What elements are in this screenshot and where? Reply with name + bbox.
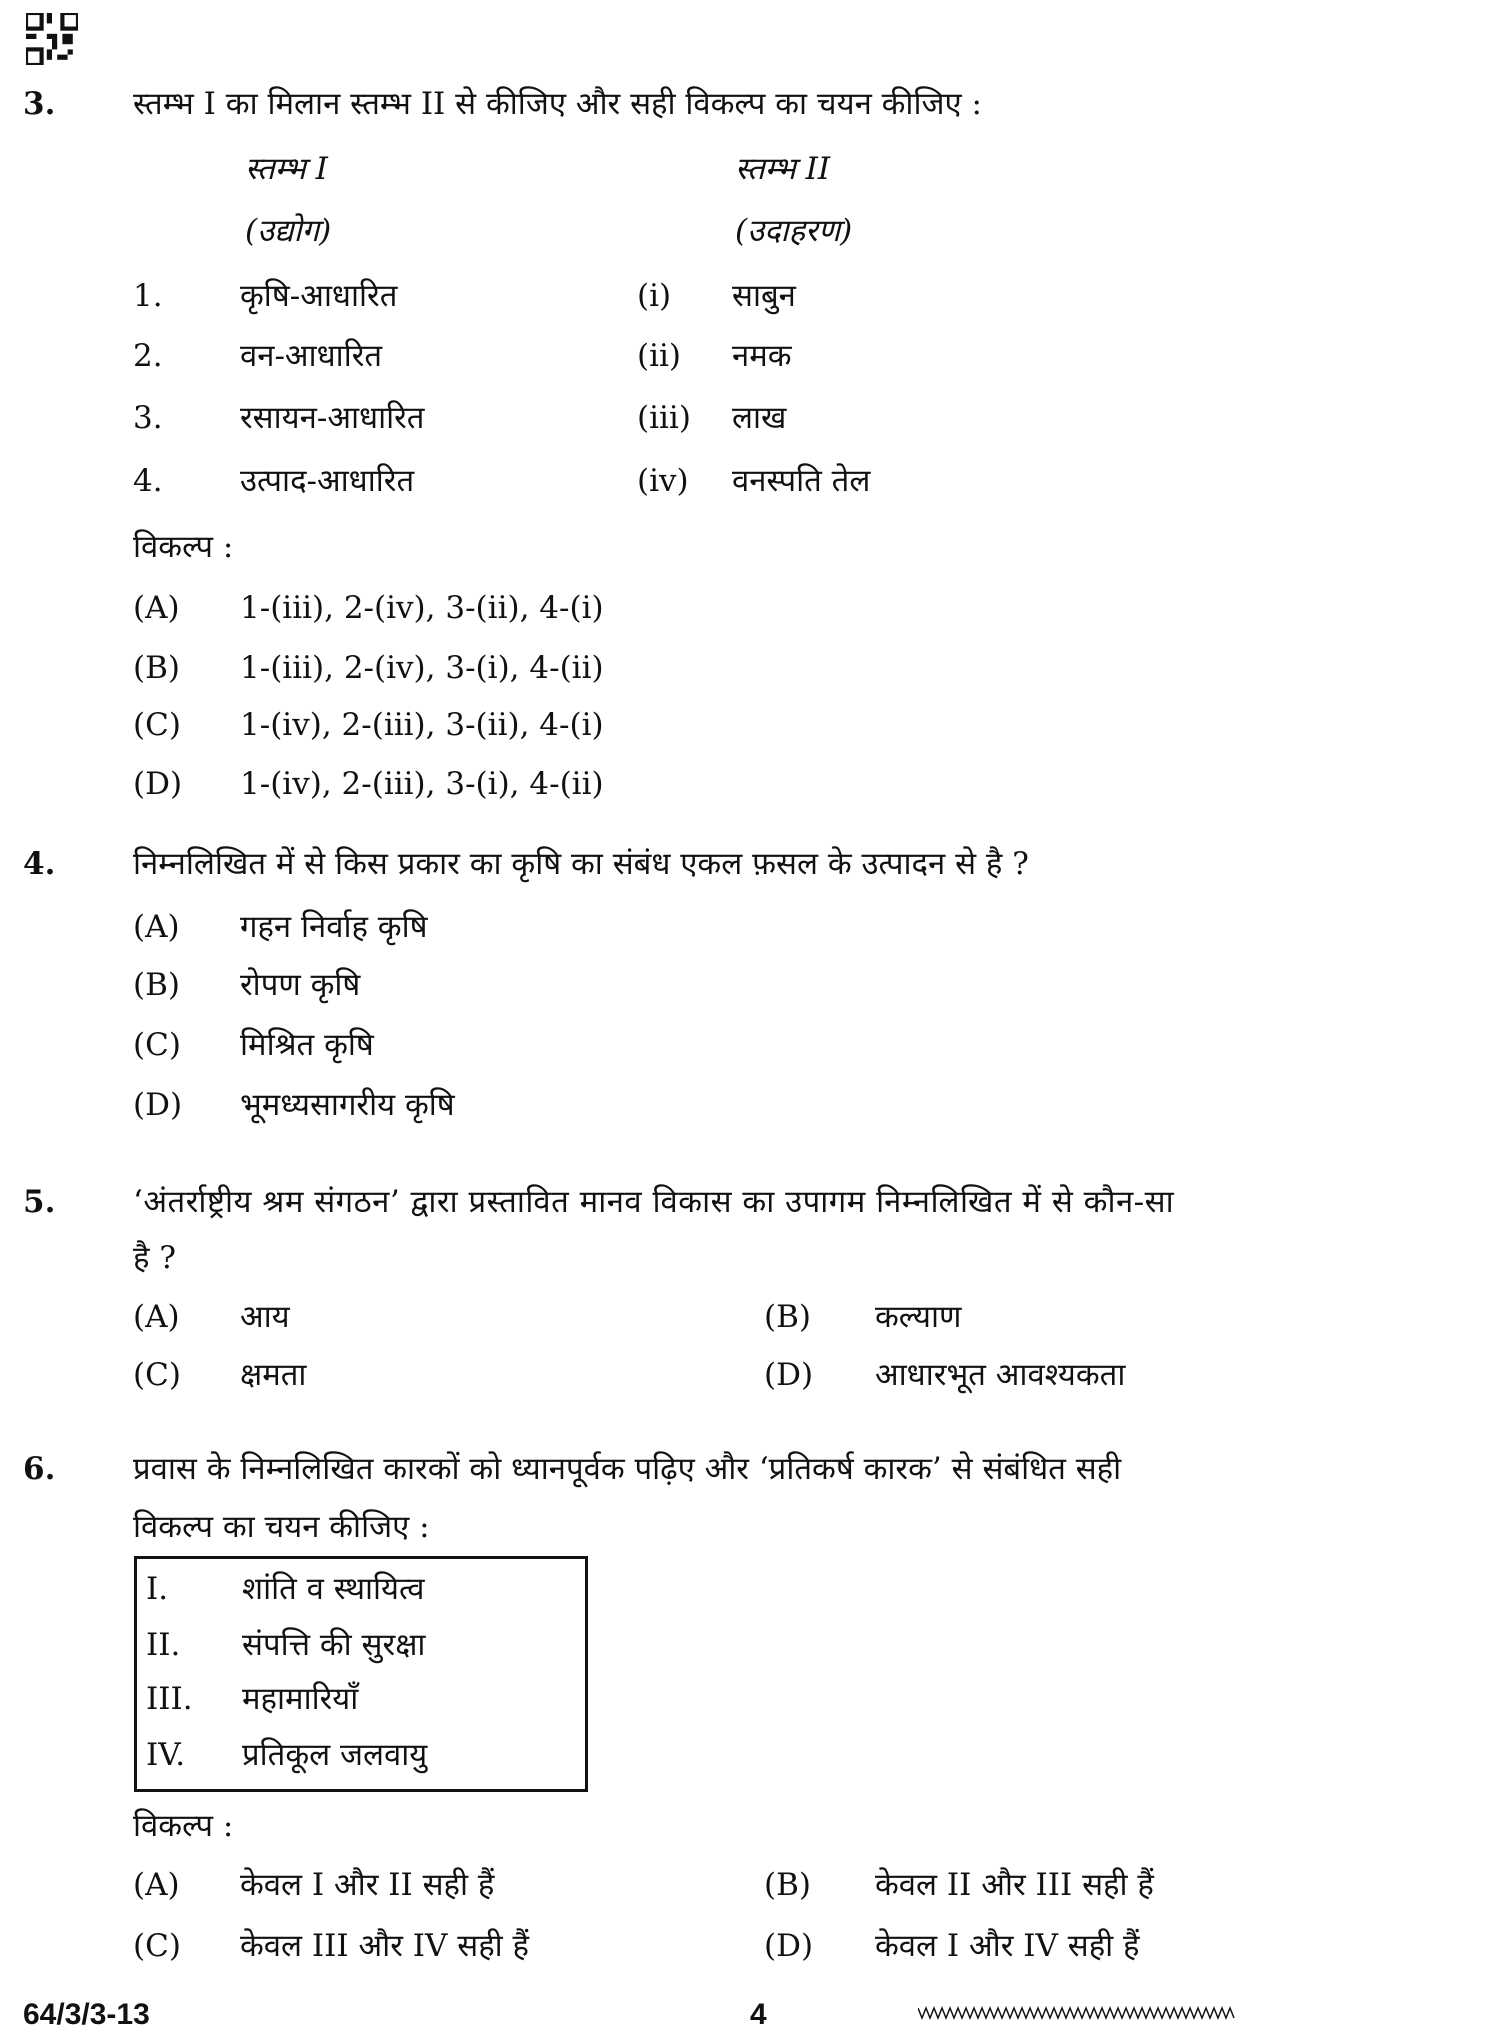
row-number: 2.	[133, 338, 163, 374]
option-text: 1-(iv), 2-(iii), 3-(i), 4-(ii)	[240, 766, 604, 802]
option-key: (C)	[133, 1357, 181, 1393]
row-right: लाख	[732, 400, 787, 436]
question-number: 3.	[23, 86, 56, 122]
row-number: 4.	[133, 463, 163, 499]
option-key: (A)	[133, 909, 180, 945]
option-key: (B)	[764, 1867, 811, 1903]
option-text: 1-(iv), 2-(iii), 3-(ii), 4-(i)	[240, 707, 604, 743]
option-text: केवल I और IV सही हैं	[875, 1928, 1140, 1964]
option-key: (D)	[133, 1087, 183, 1123]
question-text-continued: विकल्प का चयन कीजिए :	[133, 1509, 430, 1545]
question-number: 4.	[23, 846, 56, 882]
row-roman: (iii)	[637, 400, 691, 436]
box-item-number: II.	[146, 1627, 181, 1663]
decorative-wave-line	[918, 2004, 1238, 2022]
row-left: उत्पाद-आधारित	[240, 463, 415, 499]
option-text: केवल III और IV सही हैं	[240, 1928, 530, 1964]
option-text: मिश्रित कृषि	[240, 1027, 374, 1063]
option-text: कल्याण	[875, 1299, 962, 1335]
option-text: गहन निर्वाह कृषि	[240, 909, 428, 945]
row-right: साबुन	[732, 278, 796, 314]
box-item-text: शांति व स्थायित्व	[242, 1571, 425, 1607]
column-2-header: स्तम्भ II	[735, 151, 831, 187]
box-item-text: संपत्ति की सुरक्षा	[242, 1627, 426, 1663]
paper-code: 64/3/3-13	[23, 1998, 150, 2031]
option-text: केवल I और II सही हैं	[240, 1867, 495, 1903]
box-item-number: III.	[146, 1681, 193, 1717]
option-key: (C)	[133, 707, 181, 743]
question-text: स्तम्भ I का मिलान स्तम्भ II से कीजिए और सही विकल्प का चयन कीजिए :	[133, 86, 982, 122]
page-number: 4	[750, 1998, 767, 2031]
question-text: निम्नलिखित में से किस प्रकार का कृषि का संबंध एकल फ़सल के उत्पादन से है ?	[133, 846, 1029, 882]
question-text: ‘अंतर्राष्ट्रीय श्रम संगठन’ द्वारा प्रस्तावित मानव विकास का उपागम निम्नलिखित में से कौन-सा	[133, 1184, 1175, 1220]
qr-code-icon	[26, 13, 78, 65]
row-right: वनस्पति तेल	[732, 463, 871, 499]
option-key: (B)	[133, 967, 180, 1003]
option-key: (C)	[133, 1928, 181, 1964]
column-2-subheader: (उदाहरण)	[735, 213, 853, 249]
option-text: आय	[240, 1299, 290, 1335]
option-text: 1-(iii), 2-(iv), 3-(ii), 4-(i)	[240, 590, 604, 626]
options-label: विकल्प :	[133, 529, 234, 565]
row-roman: (i)	[637, 278, 672, 314]
column-1-header: स्तम्भ I	[245, 151, 328, 187]
option-text: 1-(iii), 2-(iv), 3-(i), 4-(ii)	[240, 650, 604, 686]
option-key: (D)	[764, 1357, 814, 1393]
question-number: 6.	[23, 1451, 56, 1487]
box-item-text: महामारियाँ	[242, 1681, 359, 1717]
box-item-number: IV.	[146, 1737, 186, 1773]
option-text: आधारभूत आवश्यकता	[875, 1357, 1126, 1393]
option-key: (D)	[133, 766, 183, 802]
option-key: (B)	[764, 1299, 811, 1335]
option-text: केवल II और III सही हैं	[875, 1867, 1154, 1903]
row-number: 3.	[133, 400, 163, 436]
options-label: विकल्प :	[133, 1808, 234, 1844]
row-right: नमक	[732, 338, 792, 374]
option-text: भूमध्यसागरीय कृषि	[240, 1087, 455, 1123]
option-key: (D)	[764, 1928, 814, 1964]
row-left: कृषि-आधारित	[240, 278, 398, 314]
option-key: (A)	[133, 590, 180, 626]
row-number: 1.	[133, 278, 163, 314]
column-1-subheader: (उद्योग)	[245, 213, 332, 249]
box-item-number: I.	[146, 1571, 169, 1607]
option-text: क्षमता	[240, 1357, 307, 1393]
option-key: (A)	[133, 1299, 180, 1335]
question-text-continued: है ?	[133, 1240, 176, 1276]
row-left: वन-आधारित	[240, 338, 383, 374]
box-item-text: प्रतिकूल जलवायु	[242, 1737, 428, 1773]
option-key: (C)	[133, 1027, 181, 1063]
option-key: (B)	[133, 650, 180, 686]
option-key: (A)	[133, 1867, 180, 1903]
row-roman: (ii)	[637, 338, 682, 374]
option-text: रोपण कृषि	[240, 967, 361, 1003]
row-left: रसायन-आधारित	[240, 400, 425, 436]
question-number: 5.	[23, 1184, 56, 1220]
row-roman: (iv)	[637, 463, 689, 499]
question-text: प्रवास के निम्नलिखित कारकों को ध्यानपूर्वक पढ़िए और ‘प्रतिकर्ष कारक’ से संबंधित सही	[133, 1451, 1122, 1487]
